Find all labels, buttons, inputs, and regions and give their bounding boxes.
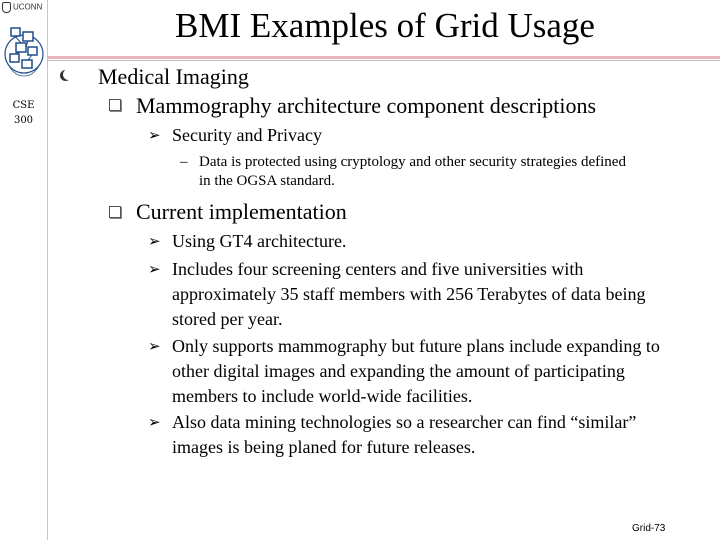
arrow-bullet-icon: ➢	[148, 413, 161, 431]
slide-number: Grid-73	[632, 523, 666, 534]
title-divider-shadow	[47, 60, 720, 61]
arrow-bullet-icon: ➢	[148, 260, 161, 278]
topic-heading: Medical Imaging	[98, 64, 249, 89]
sub-line: other digital images and expanding the amount of participating	[172, 361, 625, 381]
sub-screening-centers	[172, 257, 717, 332]
level1-bullet-icon	[60, 70, 71, 81]
sub-line: members to include world-wide facilities.	[172, 386, 473, 406]
sub-gt4	[172, 229, 717, 254]
sub-line: Using GT4 architecture.	[172, 231, 347, 251]
sub-future-plans	[172, 334, 717, 409]
title-divider	[47, 56, 720, 59]
detail-line: in the OGSA standard.	[199, 173, 335, 189]
course-code	[0, 98, 47, 128]
sub-line: Also data mining technologies so a researcher can find “similar”	[172, 412, 637, 432]
sub-line: stored per year.	[172, 309, 283, 329]
detail-data-protection	[199, 153, 719, 191]
uconn-wordmark: UCONN	[13, 2, 43, 12]
arrow-bullet-icon: ➢	[148, 232, 161, 250]
detail-line: Data is protected using cryptology and other security strategies defined	[199, 154, 626, 170]
slide-title: BMI Examples of Grid Usage	[175, 6, 595, 45]
item-mammography-architecture: Mammography architecture component descriptions	[136, 93, 597, 118]
course-number: 300	[13, 115, 34, 126]
checkbox-bullet-icon	[109, 99, 121, 111]
item-current-implementation: Current implementation	[136, 199, 347, 224]
sidebar	[0, 0, 48, 540]
sub-line: approximately 35 staff members with 256 Terabytes of data being	[172, 284, 646, 304]
checkbox-bullet-icon	[109, 206, 121, 218]
course-dept: CSE	[12, 100, 35, 111]
sub-line: images is being planed for future releases.	[172, 437, 476, 457]
arrow-bullet-icon: ➢	[148, 337, 161, 355]
sub-data-mining	[172, 410, 717, 460]
sub-line: Includes four screening centers and five universities with	[172, 259, 584, 279]
sub-line: Only supports mammography but future plans include expanding to	[172, 336, 660, 356]
sub-security-privacy: Security and Privacy	[172, 125, 322, 145]
dash-bullet: –	[180, 154, 188, 170]
arrow-bullet-icon: ➢	[148, 126, 161, 144]
